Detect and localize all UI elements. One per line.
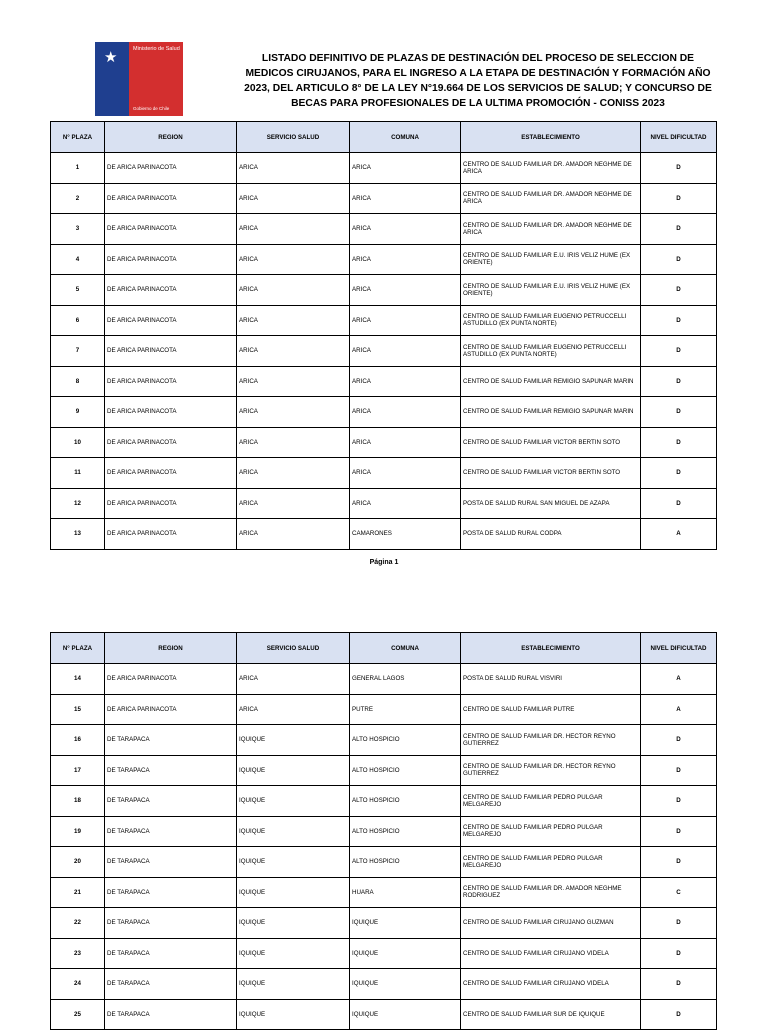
table-cell: CENTRO DE SALUD FAMILIAR PEDRO PULGAR MELGAREJO [461,786,641,817]
table-cell: HUARA [350,877,461,908]
table-cell: D [641,938,717,969]
table-row [51,244,717,275]
table-cell: IQUIQUE [237,969,350,1000]
table-cell: IQUIQUE [350,999,461,1030]
table-row [51,908,717,939]
table-row [51,847,717,878]
table-cell: DE ARICA PARINACOTA [105,694,237,725]
table-cell: ARICA [350,183,461,214]
ministerio-salud-logo [95,42,183,117]
table-cell: D [641,725,717,756]
table-cell: DE ARICA PARINACOTA [105,519,237,550]
table-cell: ARICA [350,305,461,336]
table-cell: A [641,664,717,695]
table-cell: CENTRO DE SALUD FAMILIAR DR. AMADOR NEGHME RODRIGUEZ [461,877,641,908]
table-cell: ARICA [237,458,350,489]
table-row [51,336,717,367]
table-row [51,664,717,695]
table-cell: D [641,847,717,878]
table-cell: CENTRO DE SALUD FAMILIAR VICTOR BERTIN SOTO [461,427,641,458]
table-cell: 3 [51,214,105,245]
table-cell: D [641,999,717,1030]
column-header: N° PLAZA [51,633,105,664]
table-cell: 9 [51,397,105,428]
page-number: Página 1 [369,559,399,566]
table-row [51,725,717,756]
table-cell: ARICA [350,336,461,367]
table-cell: CENTRO DE SALUD FAMILIAR CIRUJANO VIDELA [461,938,641,969]
table-cell: DE TARAPACA [105,877,237,908]
table-cell: CENTRO DE SALUD FAMILIAR PUTRE [461,694,641,725]
table-cell: 13 [51,519,105,550]
table-row [51,999,717,1030]
table-cell: CENTRO DE SALUD FAMILIAR DR. AMADOR NEGHME DE ARICA [461,183,641,214]
column-header: NIVEL DIFICULTAD [641,633,717,664]
table-cell: CENTRO DE SALUD FAMILIAR EUGENIO PETRUCCELLI ASTUDILLO (EX PUNTA NORTE) [461,336,641,367]
table-cell: D [641,755,717,786]
table-cell: DE TARAPACA [105,816,237,847]
table-cell: D [641,786,717,817]
plazas-table-page-1 [50,121,717,550]
table-cell: CENTRO DE SALUD FAMILIAR CIRUJANO VIDELA [461,969,641,1000]
table-cell: PUTRE [350,694,461,725]
table-row [51,427,717,458]
table-cell: ARICA [350,214,461,245]
table-cell: ARICA [237,244,350,275]
table-row [51,786,717,817]
table-cell: DE ARICA PARINACOTA [105,427,237,458]
table-cell: 5 [51,275,105,306]
table-cell: 4 [51,244,105,275]
table-cell: IQUIQUE [237,847,350,878]
plazas-table-page-2 [50,632,717,1030]
table-cell: DE TARAPACA [105,938,237,969]
table-cell: DE ARICA PARINACOTA [105,214,237,245]
table-cell: DE TARAPACA [105,969,237,1000]
document-page-2 [0,632,768,1024]
column-header: N° PLAZA [51,122,105,153]
table-cell: POSTA DE SALUD RURAL VISVIRI [461,664,641,695]
table-row [51,969,717,1000]
table-cell: 12 [51,488,105,519]
logo-subtext: Gobierno de Chile [133,106,170,111]
table-row [51,275,717,306]
column-header: COMUNA [350,122,461,153]
table-cell: 22 [51,908,105,939]
table-cell: DE TARAPACA [105,786,237,817]
table-cell: ALTO HOSPICIO [350,847,461,878]
table-cell: 10 [51,427,105,458]
table-cell: 1 [51,153,105,184]
table-cell: IQUIQUE [237,908,350,939]
table-cell: DE ARICA PARINACOTA [105,397,237,428]
table-cell: DE TARAPACA [105,725,237,756]
table-cell: ARICA [237,694,350,725]
column-header: ESTABLECIMIENTO [461,633,641,664]
table-cell: CENTRO DE SALUD FAMILIAR REMIGIO SAPUNAR MARIN [461,397,641,428]
table-cell: ARICA [237,519,350,550]
table-cell: DE ARICA PARINACOTA [105,275,237,306]
table-cell: CENTRO DE SALUD FAMILIAR PEDRO PULGAR MELGAREJO [461,847,641,878]
table-cell: DE ARICA PARINACOTA [105,336,237,367]
table-row [51,366,717,397]
table-row [51,488,717,519]
table-cell: CENTRO DE SALUD FAMILIAR DR. AMADOR NEGHME DE ARICA [461,214,641,245]
table-header-row [51,122,717,153]
table-cell: 6 [51,305,105,336]
table-cell: 2 [51,183,105,214]
table-cell: IQUIQUE [237,877,350,908]
table-cell: 25 [51,999,105,1030]
table-cell: IQUIQUE [237,938,350,969]
table-row [51,519,717,550]
table-row [51,458,717,489]
table-cell: D [641,397,717,428]
table-cell: ALTO HOSPICIO [350,725,461,756]
table-cell: DE ARICA PARINACOTA [105,366,237,397]
table-cell: 24 [51,969,105,1000]
table-cell: DE TARAPACA [105,755,237,786]
table-row [51,214,717,245]
table-cell: CENTRO DE SALUD FAMILIAR DR. HECTOR REYNO GUTIERREZ [461,725,641,756]
table-cell: 20 [51,847,105,878]
table-cell: D [641,816,717,847]
table-cell: DE ARICA PARINACOTA [105,488,237,519]
table-cell: ARICA [350,458,461,489]
table-cell: DE ARICA PARINACOTA [105,244,237,275]
table-cell: DE TARAPACA [105,847,237,878]
table-header-row [51,633,717,664]
table-cell: ALTO HOSPICIO [350,786,461,817]
table-cell: ARICA [350,488,461,519]
table-cell: C [641,877,717,908]
table-cell: CENTRO DE SALUD FAMILIAR PEDRO PULGAR MELGAREJO [461,816,641,847]
table-cell: D [641,458,717,489]
column-header: REGION [105,633,237,664]
table-cell: ARICA [237,336,350,367]
table-cell: ARICA [237,305,350,336]
table-cell: CENTRO DE SALUD FAMILIAR DR. AMADOR NEGHME DE ARICA [461,153,641,184]
table-cell: DE TARAPACA [105,999,237,1030]
table-cell: ARICA [350,427,461,458]
table-cell: ARICA [237,366,350,397]
table-cell: ALTO HOSPICIO [350,816,461,847]
table-cell: DE ARICA PARINACOTA [105,458,237,489]
table-row [51,397,717,428]
table-cell: 17 [51,755,105,786]
table-cell: D [641,214,717,245]
column-header: ESTABLECIMIENTO [461,122,641,153]
table-row [51,183,717,214]
table-cell: DE ARICA PARINACOTA [105,305,237,336]
table-cell: DE ARICA PARINACOTA [105,153,237,184]
table-cell: IQUIQUE [237,725,350,756]
logo-text: Ministerio de Salud [133,46,180,52]
table-row [51,755,717,786]
table-cell: 21 [51,877,105,908]
table-cell: A [641,694,717,725]
table-cell: IQUIQUE [237,755,350,786]
table-row [51,938,717,969]
table-cell: 18 [51,786,105,817]
table-cell: CENTRO DE SALUD FAMILIAR REMIGIO SAPUNAR MARIN [461,366,641,397]
table-cell: IQUIQUE [237,999,350,1030]
column-header: SERVICIO SALUD [237,122,350,153]
table-row [51,877,717,908]
table-cell: ARICA [350,366,461,397]
table-cell: DE ARICA PARINACOTA [105,183,237,214]
table-cell: D [641,183,717,214]
table-cell: ARICA [237,664,350,695]
table-cell: ARICA [237,275,350,306]
table-cell: ARICA [350,397,461,428]
table-cell: ARICA [237,427,350,458]
table-row [51,153,717,184]
table-cell: CAMARONES [350,519,461,550]
table-cell: ARICA [350,244,461,275]
column-header: NIVEL DIFICULTAD [641,122,717,153]
table-cell: D [641,969,717,1000]
table-cell: D [641,336,717,367]
document-title: LISTADO DEFINITIVO DE PLAZAS DE DESTINACIÓN DEL PROCESO DE SELECCION DE MEDICOS CIRUJANOS, PARA EL INGRESO A LA ETAPA DE DESTINACIÓN Y FORMACIÓN AÑO 2023, DEL ARTICULO 8° DE LA LEY N°19.664 DE LOS SERVICIOS DE SALUD; Y CONCURSO DE BECAS PARA PROFESIONALES DE LA ULTIMA PROMOCIÓN - CONISS 2023 [244,53,712,109]
table-cell: GENERAL LAGOS [350,664,461,695]
table-cell: IQUIQUE [237,816,350,847]
table-cell: CENTRO DE SALUD FAMILIAR E.U. IRIS VELIZ HUME (EX ORIENTE) [461,244,641,275]
table-cell: D [641,275,717,306]
table-cell: ARICA [237,183,350,214]
table-cell: DE TARAPACA [105,908,237,939]
table-cell: IQUIQUE [350,938,461,969]
column-header: REGION [105,122,237,153]
table-cell: D [641,908,717,939]
table-row [51,816,717,847]
table-row [51,694,717,725]
table-cell: ARICA [237,153,350,184]
table-cell: D [641,366,717,397]
table-cell: 7 [51,336,105,367]
table-cell: D [641,305,717,336]
table-cell: ARICA [350,275,461,306]
table-cell: ALTO HOSPICIO [350,755,461,786]
table-cell: 15 [51,694,105,725]
table-cell: POSTA DE SALUD RURAL SAN MIGUEL DE AZAPA [461,488,641,519]
star-icon: ★ [104,49,118,66]
table-cell: CENTRO DE SALUD FAMILIAR VICTOR BERTIN SOTO [461,458,641,489]
table-cell: POSTA DE SALUD RURAL CODPA [461,519,641,550]
table-cell: A [641,519,717,550]
table-cell: 14 [51,664,105,695]
table-cell: ARICA [237,397,350,428]
table-cell: D [641,153,717,184]
table-cell: ARICA [237,488,350,519]
table-cell: 8 [51,366,105,397]
column-header: COMUNA [350,633,461,664]
table-cell: CENTRO DE SALUD FAMILIAR DR. HECTOR REYNO GUTIERREZ [461,755,641,786]
table-row [51,305,717,336]
table-cell: ARICA [350,153,461,184]
table-cell: DE ARICA PARINACOTA [105,664,237,695]
table-cell: 16 [51,725,105,756]
table-cell: D [641,244,717,275]
table-cell: IQUIQUE [350,908,461,939]
table-cell: CENTRO DE SALUD FAMILIAR SUR DE IQUIQUE [461,999,641,1030]
column-header: SERVICIO SALUD [237,633,350,664]
table-cell: D [641,427,717,458]
table-cell: IQUIQUE [237,786,350,817]
table-cell: 23 [51,938,105,969]
table-cell: CENTRO DE SALUD FAMILIAR EUGENIO PETRUCCELLI ASTUDILLO (EX PUNTA NORTE) [461,305,641,336]
table-cell: 11 [51,458,105,489]
table-cell: D [641,488,717,519]
table-cell: ARICA [237,214,350,245]
table-cell: 19 [51,816,105,847]
table-cell: IQUIQUE [350,969,461,1000]
table-cell: CENTRO DE SALUD FAMILIAR CIRUJANO GUZMAN [461,908,641,939]
table-cell: CENTRO DE SALUD FAMILIAR E.U. IRIS VELIZ HUME (EX ORIENTE) [461,275,641,306]
